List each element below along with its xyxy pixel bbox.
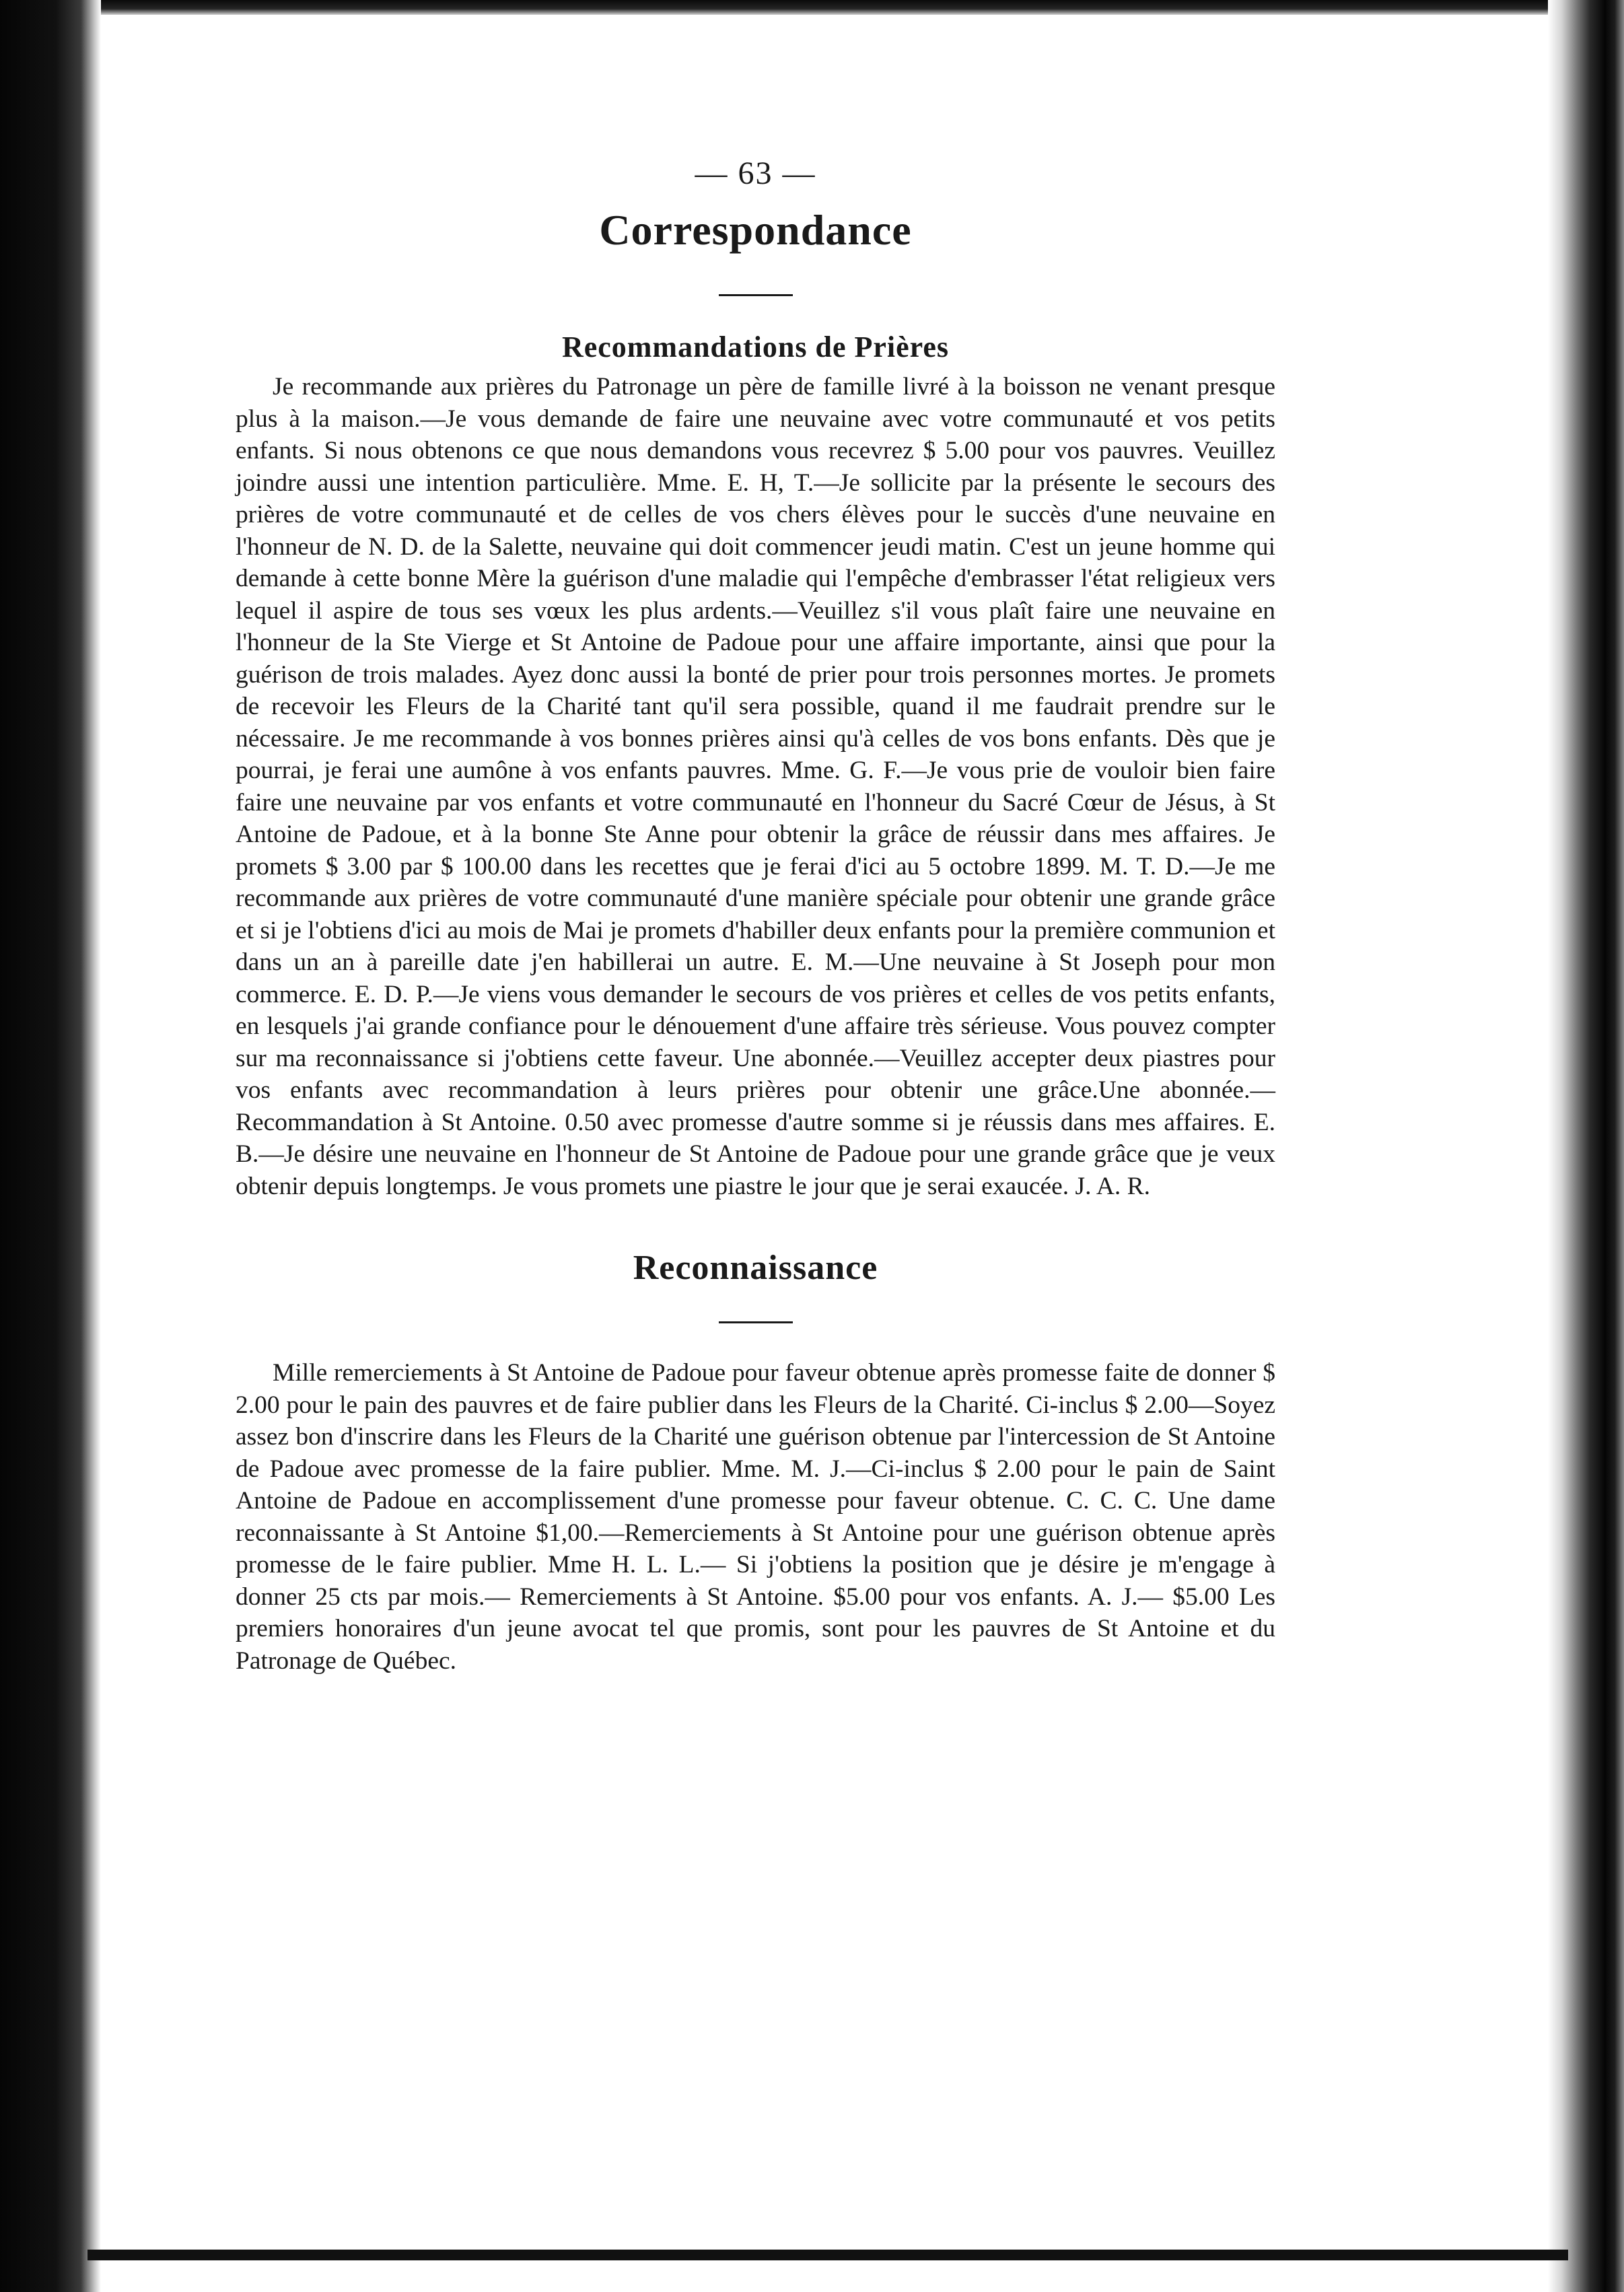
section-text-gratitude: Mille remerciements à St Antoine de Padoue pour faveur obtenue après promesse faite de donner $ 2.00 pour le pain des pauvres et de faire publier dans les Fleurs de la Charité. Ci-inclus $ 2.00—Soyez assez bon d'inscrire dans les Fleurs de la Charité une guérison obtenue par l'intercession de St Antoine de Padoue avec promesse de la faire publier. Mme. M. J.—Ci-inclus $ 2.00 pour le pain de Saint Antoine de Padoue en accomplissement d'une promesse pour faveur obtenue. C. C. C. Une dame reconnaissante à St Antoine $1,00.—Remerciements à St Antoine pour une guérison obtenue après promesse de le faire publier. Mme H. L. L.— Si j'obtiens la position que je désire je m'engage à donner 25 cts par mois.— Remerciements à St Antoine. $5.00 pour vos enfants. A. J.— $5.00 Les premiers honoraires d'un jeune avocat tel que promis, sont pour les pauvres de St Antoine et du Patronage de Québec. (236, 1359, 1275, 1675)
page-title: Correspondance (599, 206, 912, 254)
scan-edge-right (1548, 0, 1624, 2292)
scan-edge-bottom (87, 2250, 1568, 2260)
section-rule (719, 1321, 793, 1323)
page-number: — 63 — (695, 155, 816, 191)
section-heading-gratitude: Reconnaissance (633, 1249, 878, 1287)
scan-edge-top (0, 0, 1624, 15)
page-content (236, 155, 1275, 1677)
scan-edge-left (0, 0, 101, 2292)
title-rule (719, 294, 793, 296)
section-heading-prayers: Recommandations de Prières (561, 331, 950, 363)
section-text-prayers: Je recommande aux prières du Patronage un père de famille livré à la boisson ne venant presque plus à la maison.—Je vous demande de faire une neuvaine avec votre communauté et vos petits enfants. Si nous obtenons ce que nous demandons vous recevrez $ 5.00 pour vos pauvres. Veuillez joindre aussi une intention particulière. Mme. E. H, T.—Je sollicite par la présente le secours des prières de votre communauté et de celles de vos chers élèves pour le succès d'une neuvaine en l'honneur de N. D. de la Salette, neuvaine qui doit commencer jeudi matin. C'est un jeune homme qui demande à cette bonne Mère la guérison d'une maladie qui l'empêche d'embrasser l'état religieux vers lequel il aspire de tous ses vœux les plus ardents.—Veuillez s'il vous plaît faire une neuvaine en l'honneur de la Ste Vierge et St Antoine de Padoue pour une affaire importante, ainsi que pour la guérison de trois malades. Ayez donc aussi la bonté de prier pour trois personnes mortes. Je promets de recevoir les Fleurs de la Charité tant qu'il sera possible, quand il me faudrait prendre sur le nécessaire. Je me recommande à vos bonnes prières ainsi qu'à celles de vos bons enfants. Dès que je pourrai, je ferai une aumône à vos enfants pauvres. Mme. G. F.—Je vous prie de vouloir bien faire faire une neuvaine par vos enfants et votre communauté en l'honneur du Sacré Cœur de Jésus, à St Antoine de Padoue, et à la bonne Ste Anne pour obtenir la grâce de réussir dans mes affaires. Je promets $ 3.00 par $ 100.00 dans les recettes que je ferai d'ici au 5 octobre 1899. M. T. D.—Je me recommande aux prières de votre communauté d'une manière spéciale pour obtenir une grande grâce et si je l'obtiens d'ici au mois de Mai je promets d'habiller deux enfants pour la première communion et dans un an à pareille date j'en habillerai un autre. E. M.—Une neuvaine à St Joseph pour mon commerce. E. D. P.—Je viens vous demander le secours de vos prières et celles de vos petits enfants, en lesquels j'ai grande confiance pour le dénouement d'une affaire très sérieuse. Vous pouvez compter sur ma reconnaissance si j'obtiens cette faveur. Une abonnée.—Veuillez accepter deux piastres pour vos enfants avec recommandation à leurs prières pour obtenir une grâce.Une abonnée.— Recommandation à St Antoine. 0.50 avec promesse d'autre somme si je réussis dans mes affaires. E. B.—Je désire une neuvaine en l'honneur de St Antoine de Padoue pour une grande grâce que je veux obtenir depuis longtemps. Je vous promets une piastre le jour que je serai exaucée. J. A. R. (236, 373, 1275, 1200)
